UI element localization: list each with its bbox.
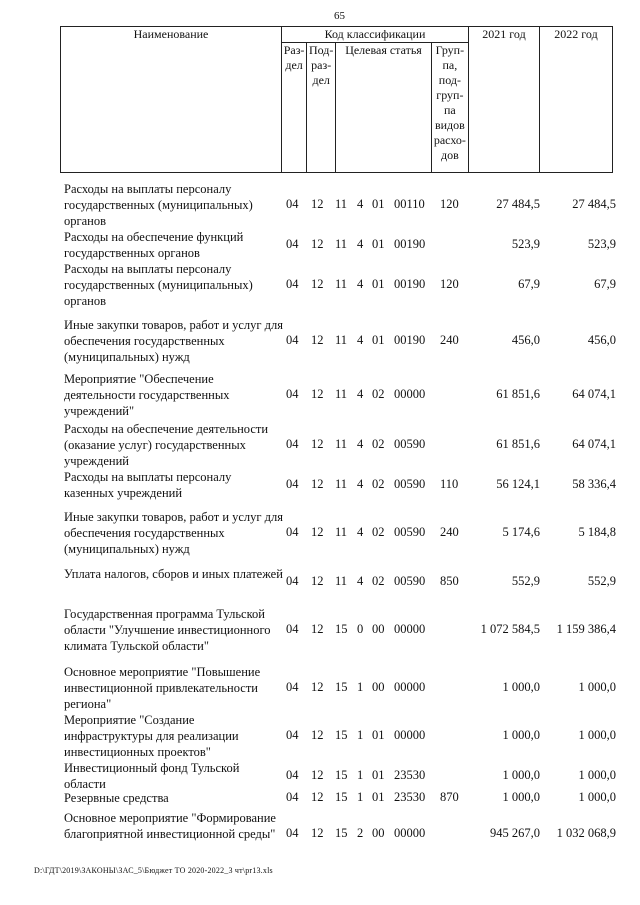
code-c: 02: [372, 574, 385, 588]
header-name: Наименование: [61, 27, 282, 173]
amount-2021: 5 174,6: [502, 525, 540, 539]
code-d: 00000: [394, 826, 426, 840]
code-c: 01: [372, 728, 385, 742]
code-pr: 12: [311, 237, 324, 251]
table-header: [60, 26, 613, 173]
code-b: 1: [357, 768, 364, 782]
code-d: 00000: [394, 387, 426, 401]
code-c: 02: [372, 525, 385, 539]
code-a: 11: [335, 477, 348, 491]
header-tselevaya: Целевая статья: [336, 43, 432, 173]
code-vr: 870: [440, 790, 459, 804]
code-d: 00590: [394, 477, 426, 491]
code-b: 1: [357, 680, 364, 694]
amount-2022: 1 000,0: [578, 680, 616, 694]
row-name: Основное мероприятие "Повышение инвестиционной привлекательности региона": [64, 665, 261, 711]
row-name: Резервные средства: [64, 791, 169, 805]
code-rz: 04: [286, 277, 299, 291]
code-a: 15: [335, 768, 348, 782]
row-name: Расходы на выплаты персоналу казенных учреждений: [64, 470, 232, 500]
code-d: 00590: [394, 574, 426, 588]
code-pr: 12: [311, 387, 324, 401]
amount-2022: 456,0: [587, 333, 616, 347]
code-rz: 04: [286, 622, 299, 636]
code-c: 01: [372, 277, 385, 291]
code-vr: 850: [440, 574, 459, 588]
code-a: 11: [335, 333, 348, 347]
amount-2021: 1 000,0: [502, 768, 540, 782]
code-d: 23530: [394, 790, 426, 804]
code-b: 2: [357, 826, 364, 840]
code-a: 11: [335, 437, 348, 451]
code-vr: 110: [440, 477, 459, 491]
code-d: 00190: [394, 237, 426, 251]
amount-2022: 1 159 386,4: [556, 622, 616, 636]
code-vr: 240: [440, 333, 459, 347]
code-pr: 12: [311, 333, 324, 347]
code-pr: 12: [311, 477, 324, 491]
code-rz: 04: [286, 826, 299, 840]
amount-2022: 64 074,1: [572, 387, 616, 401]
code-b: 4: [357, 197, 364, 211]
code-a: 11: [335, 277, 348, 291]
code-vr: 120: [440, 197, 459, 211]
code-b: 1: [357, 728, 364, 742]
code-b: 4: [357, 237, 364, 251]
code-a: 11: [335, 197, 348, 211]
code-c: 00: [372, 622, 385, 636]
code-c: 01: [372, 790, 385, 804]
code-a: 15: [335, 790, 348, 804]
code-vr: 240: [440, 525, 459, 539]
amount-2021: 56 124,1: [496, 477, 540, 491]
row-name: Иные закупки товаров, работ и услуг для обеспечения государственных (муниципальных) нужд: [64, 510, 284, 556]
amount-2021: 61 851,6: [496, 387, 540, 401]
amount-2021: 61 851,6: [496, 437, 540, 451]
amount-2021: 1 000,0: [502, 790, 540, 804]
amount-2022: 5 184,8: [578, 525, 616, 539]
code-a: 15: [335, 728, 348, 742]
header-2021: 2021 год: [469, 27, 540, 173]
code-pr: 12: [311, 197, 324, 211]
amount-2022: 67,9: [594, 277, 616, 291]
code-a: 15: [335, 622, 348, 636]
code-pr: 12: [311, 768, 324, 782]
code-c: 01: [372, 197, 385, 211]
code-rz: 04: [286, 574, 299, 588]
code-d: 00000: [394, 680, 426, 694]
amount-2022: 27 484,5: [572, 197, 616, 211]
amount-2021: 67,9: [518, 277, 540, 291]
amount-2021: 552,9: [511, 574, 540, 588]
row-name: Расходы на обеспечение функций государственных органов: [64, 230, 244, 260]
code-b: 4: [357, 437, 364, 451]
page-number: 65: [334, 10, 345, 22]
row-name: Расходы на выплаты персоналу государственных (муниципальных) органов: [64, 182, 253, 228]
code-c: 00: [372, 680, 385, 694]
header-razdel: Раз- дел: [282, 43, 307, 173]
code-a: 11: [335, 387, 348, 401]
code-d: 00000: [394, 622, 426, 636]
code-b: 4: [357, 574, 364, 588]
code-rz: 04: [286, 790, 299, 804]
header-gruppa: Груп- па, под- груп- па видов расхо- дов: [431, 43, 468, 173]
code-a: 11: [335, 237, 348, 251]
code-c: 02: [372, 437, 385, 451]
code-a: 11: [335, 525, 348, 539]
code-a: 15: [335, 680, 348, 694]
code-b: 4: [357, 387, 364, 401]
code-rz: 04: [286, 237, 299, 251]
row-name: Уплата налогов, сборов и иных платежей: [64, 567, 283, 581]
code-pr: 12: [311, 790, 324, 804]
amount-2022: 1 000,0: [578, 728, 616, 742]
code-rz: 04: [286, 768, 299, 782]
code-c: 01: [372, 768, 385, 782]
code-rz: 04: [286, 387, 299, 401]
code-rz: 04: [286, 525, 299, 539]
row-name: Государственная программа Тульской области "Улучшение инвестиционного климата Тульской области": [64, 607, 271, 653]
amount-2021: 945 267,0: [490, 826, 540, 840]
code-pr: 12: [311, 437, 324, 451]
row-name: Расходы на выплаты персоналу государственных (муниципальных) органов: [64, 262, 253, 308]
row-name: Мероприятие "Создание инфраструктуры для реализации инвестиционных проектов": [64, 713, 239, 759]
amount-2021: 1 000,0: [502, 728, 540, 742]
code-c: 02: [372, 387, 385, 401]
header-2022: 2022 год: [540, 27, 613, 173]
code-c: 00: [372, 826, 385, 840]
code-pr: 12: [311, 728, 324, 742]
code-a: 11: [335, 574, 348, 588]
code-b: 4: [357, 477, 364, 491]
row-name: Основное мероприятие "Формирование благоприятной инвестиционной среды": [64, 811, 276, 841]
code-pr: 12: [311, 277, 324, 291]
code-rz: 04: [286, 197, 299, 211]
code-d: 00590: [394, 525, 426, 539]
amount-2022: 1 000,0: [578, 790, 616, 804]
code-c: 01: [372, 237, 385, 251]
code-c: 01: [372, 333, 385, 347]
amount-2022: 1 000,0: [578, 768, 616, 782]
code-rz: 04: [286, 680, 299, 694]
code-d: 00000: [394, 728, 426, 742]
code-pr: 12: [311, 574, 324, 588]
amount-2021: 456,0: [511, 333, 540, 347]
code-b: 0: [357, 622, 364, 636]
amount-2021: 27 484,5: [496, 197, 540, 211]
code-d: 00590: [394, 437, 426, 451]
code-pr: 12: [311, 525, 324, 539]
amount-2022: 552,9: [587, 574, 616, 588]
amount-2022: 58 336,4: [572, 477, 616, 491]
code-rz: 04: [286, 437, 299, 451]
code-d: 00110: [394, 197, 425, 211]
amount-2022: 1 032 068,9: [556, 826, 616, 840]
row-name: Мероприятие "Обеспечение деятельности государственных учреждений": [64, 372, 230, 418]
footer-path: D:\ГДТ\2019\ЗАКОНЫ\ЗАС_5\Бюджет ТО 2020-2022_3 чт\pr13.xls: [34, 866, 273, 875]
row-name: Инвестиционный фонд Тульской области: [64, 761, 240, 791]
amount-2022: 64 074,1: [572, 437, 616, 451]
row-name: Расходы на обеспечение деятельности (оказание услуг) государственных учреждений: [64, 422, 269, 468]
code-c: 02: [372, 477, 385, 491]
code-b: 1: [357, 790, 364, 804]
amount-2021: 523,9: [511, 237, 540, 251]
code-b: 4: [357, 333, 364, 347]
amount-2022: 523,9: [587, 237, 616, 251]
code-b: 4: [357, 277, 364, 291]
code-rz: 04: [286, 333, 299, 347]
code-pr: 12: [311, 826, 324, 840]
code-pr: 12: [311, 680, 324, 694]
amount-2021: 1 072 584,5: [480, 622, 540, 636]
code-vr: 120: [440, 277, 459, 291]
code-pr: 12: [311, 622, 324, 636]
code-d: 00190: [394, 333, 426, 347]
header-podrazdel: Под- раз- дел: [307, 43, 336, 173]
code-rz: 04: [286, 477, 299, 491]
code-d: 23530: [394, 768, 426, 782]
row-name: Иные закупки товаров, работ и услуг для обеспечения государственных (муниципальных) нужд: [64, 318, 284, 364]
code-a: 15: [335, 826, 348, 840]
code-rz: 04: [286, 728, 299, 742]
header-classification: Код классификации: [282, 27, 469, 43]
amount-2021: 1 000,0: [502, 680, 540, 694]
code-d: 00190: [394, 277, 426, 291]
code-b: 4: [357, 525, 364, 539]
